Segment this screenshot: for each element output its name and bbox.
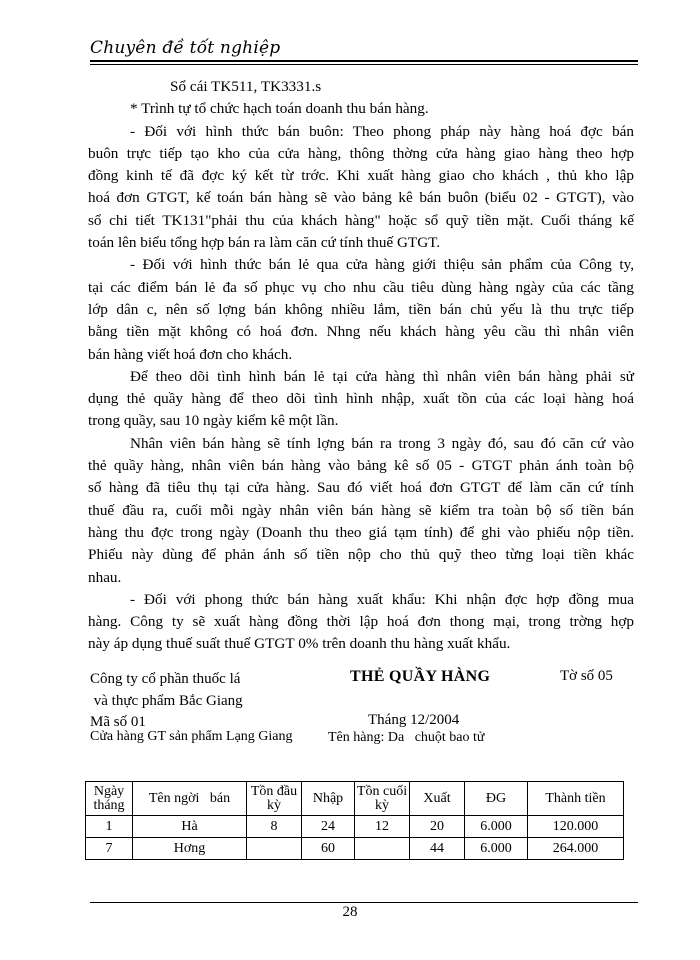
col-header-date: Ngày tháng (86, 782, 133, 816)
header-rule (90, 60, 638, 62)
cell-export: 20 (410, 816, 465, 838)
company-line-2: và thực phẩm Bắc Giang (90, 693, 243, 709)
text-line: lớp dân c, nên số lợng bán không nhiều lắm, tiền bán chủ yếu là thu trực tiếp (88, 300, 634, 318)
col-header-opening-stock: Tồn đầu kỳ (247, 782, 302, 816)
text-line: sổ chi tiết TK131"phải thu của khách hàng" hoặc sổ quỹ tiền mặt. Cuối tháng kế (88, 211, 634, 229)
text-line: - Đối với hình thức bán buôn: Theo phong pháp này hàng hoá đợc bán (130, 122, 634, 140)
text-line: bán hàng viết hoá đơn cho khách. (88, 345, 293, 363)
cell-closing-stock (355, 838, 410, 860)
text-line: * Trình tự tổ chức hạch toán doanh thu bán hàng. (130, 100, 429, 118)
cell-import: 24 (302, 816, 355, 838)
card-month: Tháng 12/2004 (368, 712, 460, 728)
page-number: 28 (342, 904, 358, 920)
body-text (88, 76, 634, 656)
text-line: hoá đơn GTGT, kế toán bán hàng sẽ vào bảng kê bán buôn (biểu 02 - GTGT), vào (88, 189, 634, 207)
col-header-amount: Thành tiền (528, 782, 624, 816)
table-row (86, 838, 624, 860)
text-line: nhau. (88, 568, 122, 586)
text-line: thuế đầu ra, cuối mỗi ngày nhân viên bán hàng sẽ kiểm tra toàn bộ số tiền bán (88, 501, 634, 519)
text-line: Phiếu này dùng để phản ánh số tiền nộp cho thủ quỹ theo từng loại tiền khác (88, 546, 634, 564)
text-line: trong quầy, sau 10 ngày kiểm kê một lần. (88, 412, 339, 430)
col-header-unit-price: ĐG (465, 782, 528, 816)
document-header-title: Chuyên đề tốt nghiệp (90, 38, 281, 58)
cell-amount: 120.000 (528, 816, 624, 838)
card-sheet-number: Tờ số 05 (560, 668, 613, 684)
text-line: toán lên biểu tổng hợp bán ra làm căn cứ tính thuế GTGT. (88, 234, 441, 252)
col-header-closing-stock: Tồn cuối kỳ (355, 782, 410, 816)
cell-amount: 264.000 (528, 838, 624, 860)
text-line: đồng kinh tế đã đợc ký kết từ trớc. Khi xuất hàng giao cho khách , thủ kho lập (88, 167, 634, 185)
col-header-export: Xuất (410, 782, 465, 816)
company-line-1: Công ty cổ phần thuốc lá (90, 671, 241, 687)
cell-unit-price: 6.000 (465, 838, 528, 860)
text-line: - Đối với phong thức bán hàng xuất khẩu: Khi nhận đợc hợp đồng mua (130, 590, 634, 608)
text-line: thẻ quầy hàng, nhân viên bán hàng vào bảng kê số 05 - GTGT phản ánh toàn bộ (88, 457, 634, 475)
table-header-row (86, 782, 624, 816)
col-header-import: Nhập (302, 782, 355, 816)
cell-unit-price: 6.000 (465, 816, 528, 838)
card-title: THẺ QUẦY HÀNG (350, 668, 491, 685)
counter-card-table (85, 781, 624, 860)
text-line: tại các điểm bán lẻ đa số phục vụ cho nhu cầu tiêu dùng hàng ngày của các tầng (88, 278, 634, 296)
footer-rule (90, 902, 638, 903)
card-code: Mã số 01 (90, 714, 146, 730)
cell-seller: Hơng (133, 838, 247, 860)
text-line: dụng thẻ quầy hàng để theo dõi tình hình nhập, xuất tồn của các loại hàng hoá (88, 390, 634, 408)
text-line: buôn trực tiếp tạo kho của cửa hàng, thông thờng cửa hàng giao hàng theo hợp (88, 144, 634, 162)
text-line: số hàng đã tiêu thụ tại cửa hàng. Sau đó viết hoá đơn GTGT để làm căn cứ tính (88, 479, 634, 497)
text-line: Sổ cái TK511, TK3331.s (170, 78, 322, 95)
cell-import: 60 (302, 838, 355, 860)
text-line: hàng. Công ty sẽ xuất hàng đồng thời lập hoá đơn thong mại, trong trờng hợp (88, 613, 634, 631)
card-item-name: Tên hàng: Da chuột bao tử (328, 730, 485, 745)
text-line: này áp dụng thuế suất thuế GTGT 0% trên doanh thu hàng xuất khẩu. (88, 635, 511, 653)
cell-date: 1 (86, 816, 133, 838)
cell-seller: Hà (133, 816, 247, 838)
cell-date: 7 (86, 838, 133, 860)
cell-opening-stock (247, 838, 302, 860)
card-store: Cửa hàng GT sản phẩm Lạng Giang (90, 729, 293, 744)
header-rule-thin (90, 64, 638, 65)
cell-closing-stock: 12 (355, 816, 410, 838)
text-line: bằng tiền mặt không có hoá đơn. Nhng nếu khách hàng yêu cầu thì nhân viên (88, 323, 634, 341)
col-header-seller: Tên ngời bán (133, 782, 247, 816)
cell-opening-stock: 8 (247, 816, 302, 838)
text-line: Để theo dõi tình hình bán lẻ tại cửa hàng thì nhân viên bán hàng phải sử (130, 367, 634, 385)
cell-export: 44 (410, 838, 465, 860)
text-line: Nhân viên bán hàng sẽ tính lợng bán ra trong 3 ngày đó, sau đó căn cứ vào (130, 434, 634, 452)
card-company (90, 668, 243, 712)
text-line: hàng thu đợc trong ngày (Doanh thu theo giá tạm tính) để ghi vào phiếu nộp tiền. (88, 523, 634, 541)
text-line: - Đối với hình thức bán lẻ qua cửa hàng giới thiệu sản phẩm của Công ty, (130, 256, 634, 274)
table-row (86, 816, 624, 838)
